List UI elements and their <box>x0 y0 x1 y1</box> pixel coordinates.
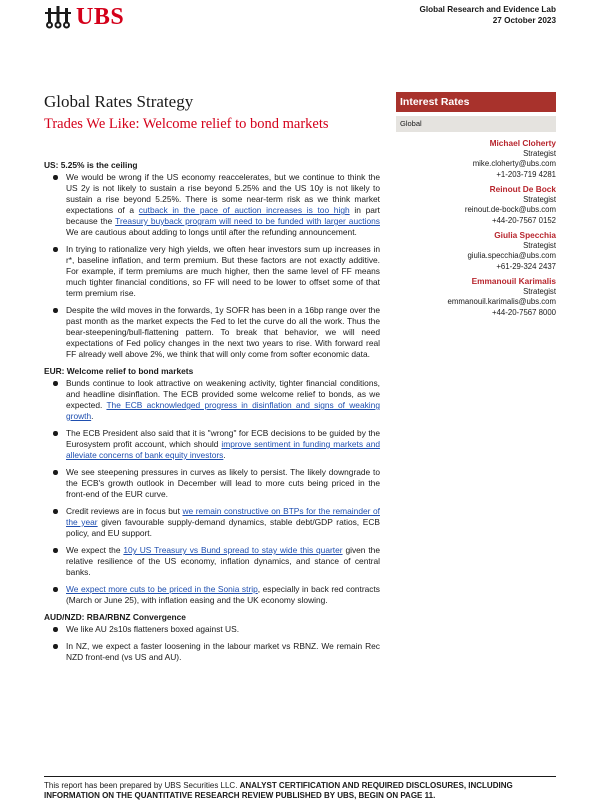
list-item: The ECB President also said that it is "wrong" for ECB decisions to be guided by the Eurosystem profit account, which should improve sentiment in funding markets and alleviate concerns of bank equity investors. <box>66 428 381 460</box>
bullet-list-audnzd <box>44 624 380 663</box>
author-email[interactable]: emmanouil.karimalis@ubs.com <box>447 297 556 306</box>
author-email[interactable]: reinout.de-bock@ubs.com <box>464 205 556 214</box>
topic-header: Interest Rates <box>396 92 556 112</box>
ubs-keys-logo-icon <box>44 6 72 30</box>
region-label: Global <box>396 116 556 132</box>
author-email[interactable]: mike.cloherty@ubs.com <box>472 159 556 168</box>
research-link[interactable]: improve sentiment in funding markets and alleviate concerns of bank equity investors <box>66 439 381 460</box>
author-list <box>406 138 556 322</box>
research-link[interactable]: The ECB acknowledged progress in disinflation and signs of weaking growth <box>66 400 380 421</box>
report-header <box>419 5 556 26</box>
list-item: We would be wrong if the US economy reaccelerates, but we continue to think the US 2y is not likely to sustain a rise beyond 5.25% and the US 10y is not likely to sustain a rise beyond 5.25%. There is some near-term risk as we think market expectations of a cutback in the pace of auction increases is too high in part because the Treasury buyback program will need to be funded with larger auctions We are cautious about adding to longs until after the refunding announcement. <box>66 172 380 237</box>
author-card <box>406 138 556 180</box>
author-email[interactable]: giulia.specchia@ubs.com <box>467 251 556 260</box>
author-name: Emmanouil Karimalis <box>471 276 556 286</box>
page-subtitle: Trades We Like: Welcome relief to bond markets <box>44 116 329 132</box>
author-name: Reinout De Bock <box>489 184 556 194</box>
author-role: Strategist <box>523 240 556 250</box>
list-item: We like AU 2s10s flatteners boxed against US. <box>66 624 380 635</box>
footer-divider <box>44 776 556 777</box>
author-phone: +44-20-7567 8000 <box>492 307 556 317</box>
ubs-wordmark: UBS <box>76 4 125 30</box>
research-link[interactable]: We expect more cuts to be priced in the Sonia strip <box>66 584 258 594</box>
author-name: Michael Cloherty <box>489 138 556 148</box>
author-role: Strategist <box>523 148 556 158</box>
disclosure-footer: This report has been prepared by UBS Securities LLC. ANALYST CERTIFICATION AND REQUIRED DISCLOSURES, INCLUDING INFORMATION ON THE QUANTITATIVE RESEARCH REVIEW PUBLISHED BY UBS, BEGIN ON PAGE 11. <box>44 781 513 800</box>
author-phone: +44-20-7567 0152 <box>492 215 556 225</box>
lab-name: Global Research and Evidence Lab <box>419 5 556 14</box>
list-item: Bunds continue to look attractive on weakening activity, tighter financial conditions, and headline disinflation. The ECB provided some welcome relief to bonds, as we expected. The ECB acknowledged progress in disinflation and signs of weaking growth. <box>66 378 380 421</box>
list-item: We see steepening pressures in curves as likely to persist. The likely downgrade to the ECB's growth outlook in December will lead to more cuts being priced in the front-end of the EUR curve. <box>66 467 380 499</box>
author-phone: +1-203-719 4281 <box>496 169 556 179</box>
list-item: In trying to rationalize very high yields, we often hear investors sum up increases in r*, baseline inflation, and term premium. But these factors are not exactly additive. For example, if term premiums are much higher, then the same level of FF means much tighter financial conditions, so FF will need to be lower to offset some of that term premium rise. <box>66 244 380 298</box>
list-item: Credit reviews are in focus but we remain constructive on BTPs for the remainder of the year given favourable supply-demand dynamics, stable debt/GDP ratios, ECB policy, and EU support. <box>66 506 380 538</box>
bullet-list-eur <box>44 378 380 606</box>
author-card <box>406 276 556 318</box>
report-date: 27 October 2023 <box>492 15 556 25</box>
author-role: Strategist <box>523 286 556 296</box>
author-card <box>406 184 556 226</box>
author-phone: +61-29-324 2437 <box>496 261 556 271</box>
disclosure-notice: ANALYST CERTIFICATION AND REQUIRED DISCLOSURES, INCLUDING INFORMATION ON THE QUANTITATIVE RESEARCH REVIEW PUBLISHED BY UBS, BEGIN ON PAGE 11. <box>44 781 513 800</box>
bullet-list-us <box>44 172 380 360</box>
ubs-logo <box>44 4 124 31</box>
author-role: Strategist <box>523 194 556 204</box>
author-name: Giulia Specchia <box>494 230 556 240</box>
section-heading-us: US: 5.25% is the ceiling <box>44 160 138 170</box>
list-item: Despite the wild moves in the forwards, 1y SOFR has been in a 16bp range over the past month as the market expects the Fed to let the curve do all the work. Thus the bear-steepening/bull-flattening pattern. To break that behavior, we will need expectations of Fed policy changes in the next two years to rise. With forward real FF already well above 2%, we think that will only come from softer economic data. <box>66 305 380 359</box>
list-item: We expect more cuts to be priced in the Sonia strip, especially in back red contracts (March or June 25), with inflation easing and the UK economy slowing. <box>66 584 380 605</box>
research-link[interactable]: cutback in the pace of auction increases is too high <box>138 205 350 215</box>
page-title: Global Rates Strategy <box>44 92 194 111</box>
list-item: In NZ, we expect a faster loosening in the labour market vs RBNZ. We remain Rec NZD front-end (vs US and AU). <box>66 641 380 662</box>
research-link[interactable]: 10y US Treasury vs Bund spread to stay wide this quarter <box>123 545 343 555</box>
section-heading-eur: EUR: Welcome relief to bond markets <box>44 366 194 376</box>
research-link[interactable]: Treasury buyback program will need to be funded with larger auctions <box>115 216 380 226</box>
list-item: We expect the 10y US Treasury vs Bund spread to stay wide this quarter given the relative resilience of the US economy, inflation dynamics, and stance of central banks. <box>66 545 380 577</box>
author-card <box>406 230 556 272</box>
section-heading-audnzd: AUD/NZD: RBA/RBNZ Convergence <box>44 612 186 622</box>
main-body <box>44 160 380 669</box>
research-link[interactable]: we remain constructive on BTPs for the remainder of the year <box>66 506 380 527</box>
